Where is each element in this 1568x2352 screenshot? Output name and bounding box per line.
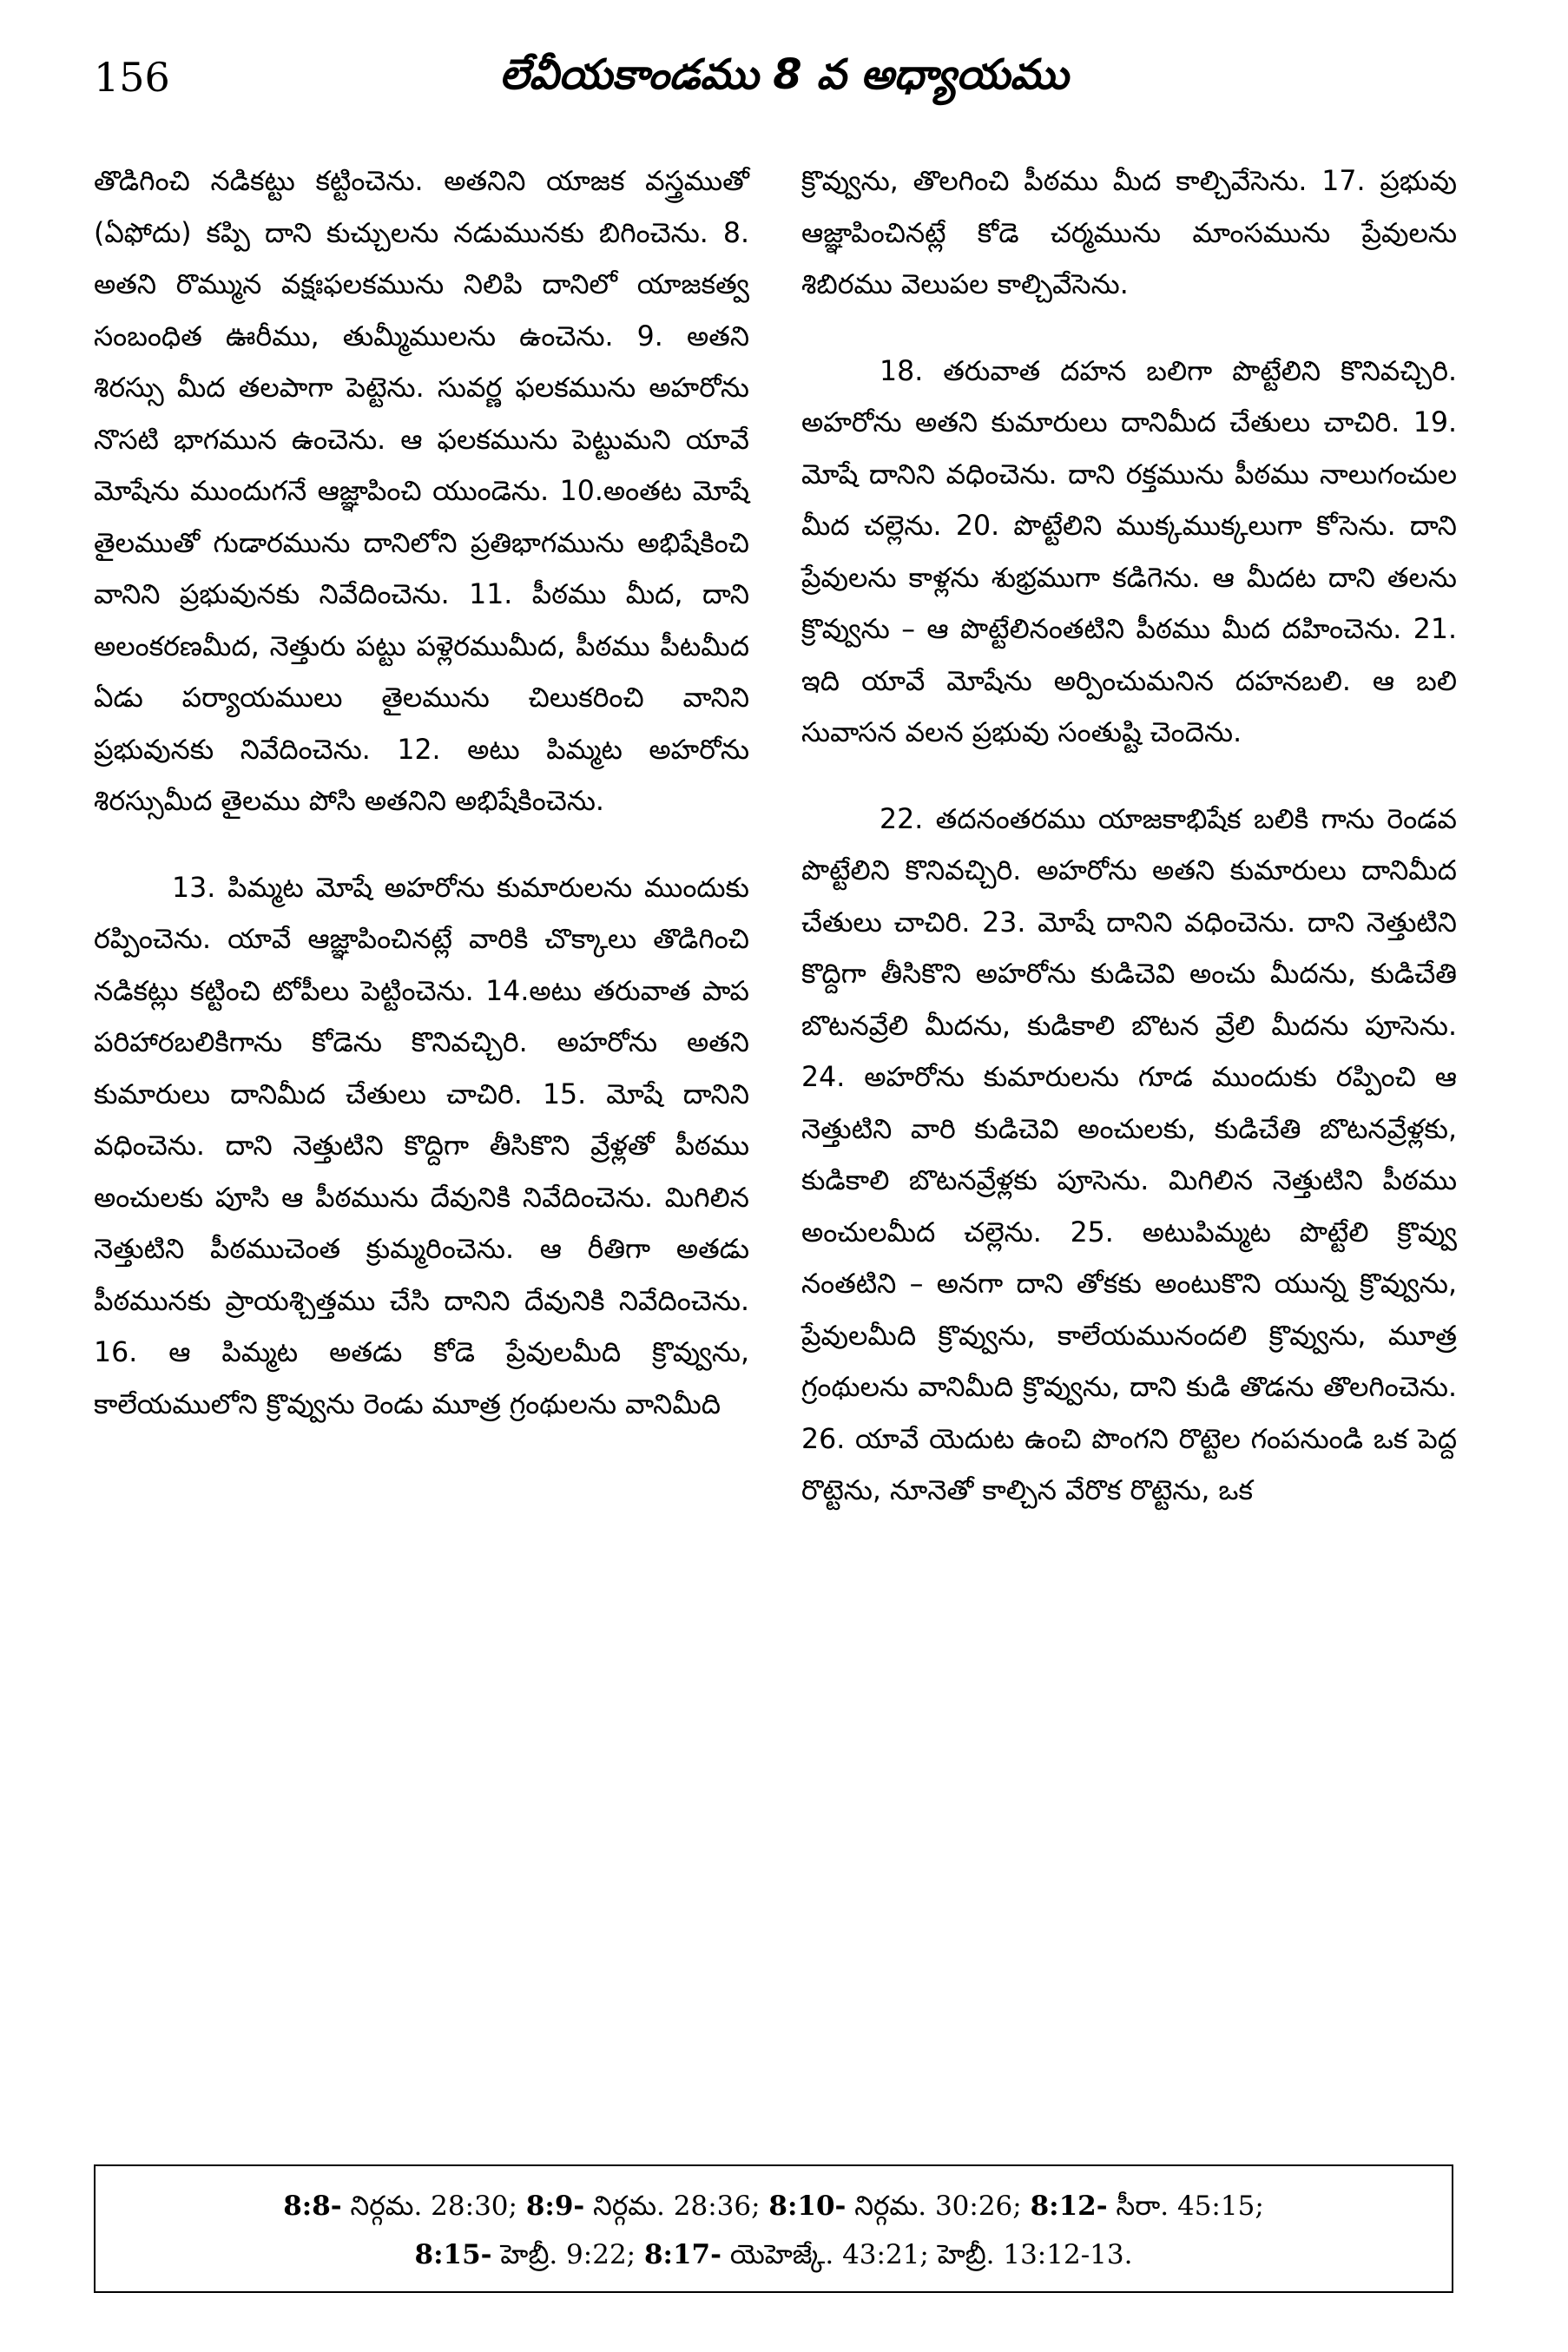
footnote-text: నిర్గమ. 30:26;	[846, 2191, 1031, 2222]
paragraph: 18. తరువాత దహన బలిగా పొట్టేలిని కొనివచ్చిరి. అహరోను అతని కుమారులు దానిమీద చేతులు చాచిరి. 19. మోషే దానిని వధించెను. దాని రక్తమును పీఠము నాలుగంచుల మీద చల్లెను. 20. పొట్టేలిని ముక్కముక్కలుగా కోసెను. దాని ప్రేవులను కాళ్లను శుభ్రముగా కడిగెను. ఆ మీదట దాని తలను క్రొవ్వును – ఆ పొట్టేలినంతటిని పీఠము మీద దహించెను. 21. ఇది యావే మోషేను అర్పించుమనిన దహనబలి. ఆ బలి సువాసన వలన ప్రభువు సంతుష్టి చెందెను.	[801, 355, 1457, 748]
footnote-ref: 8:8-	[283, 2191, 342, 2222]
paragraph: తొడిగించి నడికట్టు కట్టించెను. అతనిని యాజక వస్త్రముతో (ఏఫోదు) కప్పి దాని కుచ్చులను నడుమునకు బిగించెను. 8. అతని రొమ్మున వక్షఃఫలకమును నిలిపి దానిలో యాజకత్వ సంబంధిత ఊరీము, తుమ్మీములను ఉంచెను. 9. అతని శిరస్సు మీద తలపాగా పెట్టెను. సువర్ణ ఫలకమును అహరోను నొసటి భాగమున ఉంచెను. ఆ ఫలకమును పెట్టుమని యావే మోషేను ముందుగనే ఆజ్ఞాపించి యుండెను. 10.అంతట మోషే తైలముతో గుడారమును దానిలోని ప్రతిభాగమును అభిషేకించి వానిని ప్రభువునకు నివేదించెను. 11. పీఠము మీద, దాని అలంకరణమీద, నెత్తురు పట్టు పళ్లెరముమీద, పీఠము పీటమీద ఏడు పర్యాయములు తైలమును చిలుకరించి వానిని ప్రభువునకు నివేదించెను. 12. అటు పిమ్మట అహరోను శిరస్సుమీద తైలము పోసి అతనిని అభిషేకించెను.	[94, 166, 749, 817]
paragraph-gap	[801, 312, 1457, 346]
footnote-ref: 8:9-	[525, 2191, 585, 2222]
footnote-ref: 8:17-	[643, 2239, 721, 2270]
footnote-text: హెబ్రీ. 9:22;	[491, 2239, 644, 2270]
paragraph: క్రొవ్వును, తొలగించి పీఠము మీద కాల్చివేసెను. 17. ప్రభువు ఆజ్ఞాపించినట్లే కోడె చర్మమును మాంసమును ప్రేవులను శిబిరము వెలుపల కాల్చివేసెను.	[801, 166, 1457, 300]
footnote-text: నిర్గమ. 28:30;	[341, 2191, 526, 2222]
running-head: లేవీయకాండము 8 వ అధ్యాయము	[499, 50, 1069, 99]
paragraph: 13. పిమ్మట మోషే అహరోను కుమారులను ముందుకు రప్పించెను. యావే ఆజ్ఞాపించినట్లే వారికి చొక్కాలు తొడిగించి నడికట్లు కట్టించి టోపీలు పెట్టించెను. 14.అటు తరువాత పాప పరిహారబలికిగాను కోడెను కొనివచ్చిరి. అహరోను అతని కుమారులు దానిమీద చేతులు చాచిరి. 15. మోషే దానిని వధించెను. దాని నెత్తుటిని కొద్దిగా తీసికొని వ్రేళ్లతో పీఠము అంచులకు పూసి ఆ పీఠమును దేవునికి నివేదించెను. మిగిలిన నెత్తుటిని పీఠముచెంత క్రుమ్మరించెను. ఆ రీతిగా అతడు పీఠమునకు ప్రాయశ్చిత్తము చేసి దానిని దేవునికి నివేదించెను. 16. ఆ పిమ్మట అతడు కోడె ప్రేవులమీది క్రొవ్వును, కాలేయములోని క్రొవ్వును రెండు మూత్ర గ్రంథులను వానిమీది	[94, 872, 749, 1420]
paragraph: 22. తదనంతరము యాజకాభిషేక బలికి గాను రెండవ పొట్టేలిని కొనివచ్చిరి. అహరోను అతని కుమారులు దానిమీద చేతులు చాచిరి. 23. మోషే దానిని వధించెను. దాని నెత్తుటిని కొద్దిగా తీసికొని అహరోను కుడిచెవి అంచు మీదను, కుడిచేతి బొటనవ్రేలి మీదను, కుడికాలి బొటన వ్రేలి మీదను పూసెను. 24. అహరోను కుమారులను గూడ ముందుకు రప్పించి ఆ నెత్తుటిని వారి కుడిచెవి అంచులకు, కుడిచేతి బొటనవ్రేళ్లకు, కుడికాలి బొటనవ్రేళ్లకు పూసెను. మిగిలిన నెత్తుటిని పీఠము అంచులమీద చల్లెను. 25. అటుపిమ్మట పొట్టేలి క్రొవ్వు నంతటిని – అనగా దాని తోకకు అంటుకొని యున్న క్రొవ్వును, ప్రేవులమీది క్రొవ్వును, కాలేయమునందలి క్రొవ్వును, మూత్ర గ్రంథులను వానిమీది క్రొవ్వును, దాని కుడి తొడను తొలగించెను. 26. యావే యెదుట ఉంచి పొంగని రొట్టెల గంపనుండి ఒక పెద్ద రొట్టెను, నూనెతో కాల్చిన వేరొక రొట్టెను, ఒక	[801, 803, 1457, 1506]
footnote-line	[96, 2182, 1452, 2230]
footnote-box	[94, 2164, 1453, 2293]
page-number: 156	[94, 54, 170, 101]
right-column	[801, 156, 1457, 1518]
footnote-ref: 8:15-	[414, 2239, 492, 2270]
footnote-line	[96, 2230, 1452, 2279]
footnote-ref: 8:10-	[768, 2191, 847, 2222]
footnote-text: నిర్గమ. 28:36;	[584, 2191, 769, 2222]
footnote-ref: 8:12-	[1030, 2191, 1108, 2222]
footnote-text: యెహెజ్కే. 43:21; హెబ్రీ. 13:12-13.	[721, 2239, 1133, 2270]
paragraph-gap	[801, 760, 1457, 794]
paragraph-gap	[94, 828, 749, 863]
left-column	[94, 156, 749, 1431]
footnote-text: సీరా. 45:15;	[1107, 2191, 1264, 2222]
